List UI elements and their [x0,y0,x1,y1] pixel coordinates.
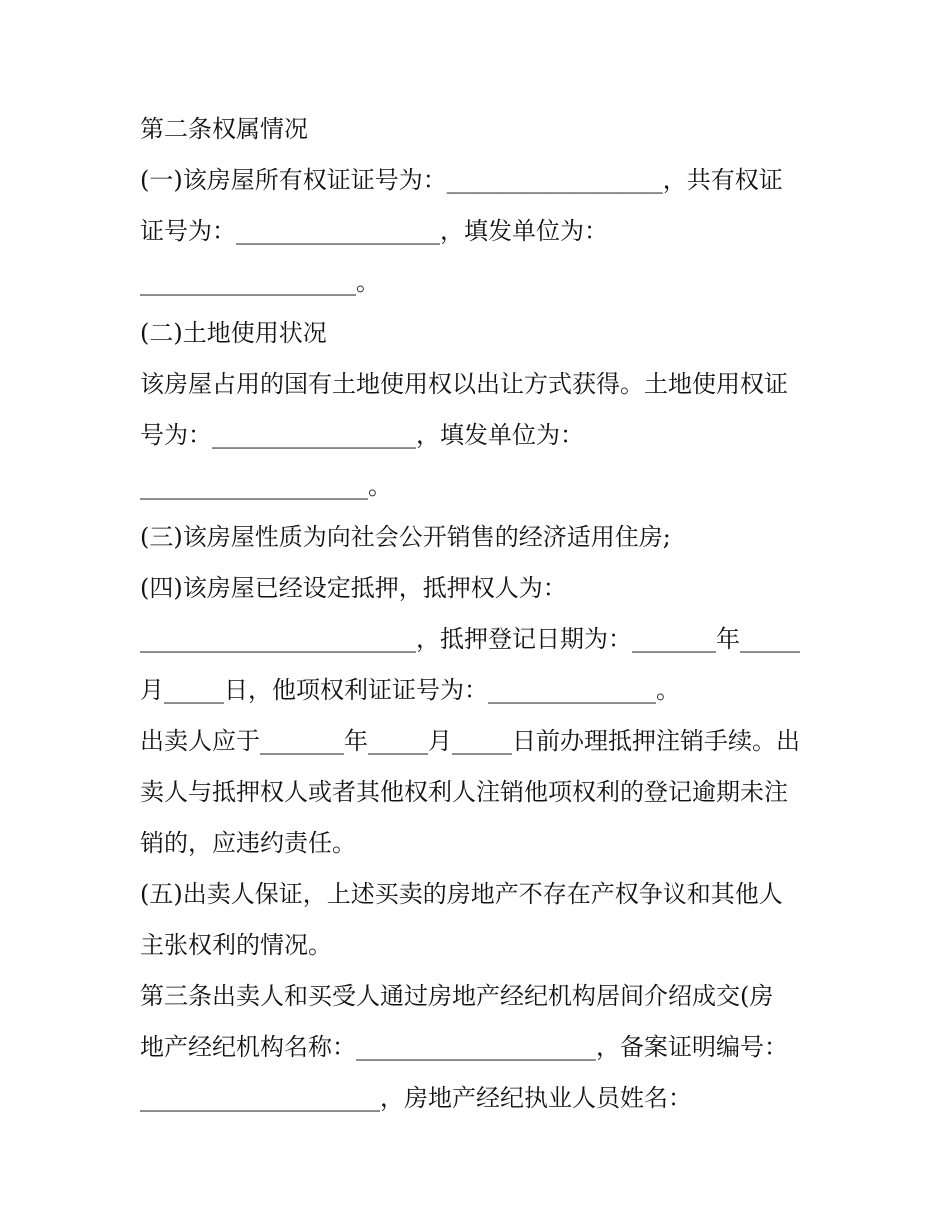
text-line: ___________________。 [140,472,392,500]
text-line: (四)该房屋已经设定抵押，抵押权人为： [140,574,567,602]
text-line: (一)该房屋所有权证证号为：__________________，共有权证 [140,166,783,194]
text-line: (五)出卖人保证，上述买卖的房地产不存在产权争议和其他人 [140,880,783,908]
heading-article-3: 第三条出卖人和买受人通过房地产经纪机构居间介绍成交(房 [140,982,774,1010]
text-line: ____________________，房地产经纪执业人员姓名： [140,1084,692,1112]
text-line: 出卖人应于_______年_____月_____日前办理抵押注销手续。出 [140,727,800,755]
subheading-land-use: (二)土地使用状况 [140,319,327,347]
text-line: 号为：_________________，填发单位为： [140,421,584,449]
text-line: __________________。 [140,268,380,296]
heading-article-2: 第二条权属情况 [140,115,308,143]
text-line: 地产经纪机构名称：____________________，备案证明编号： [140,1033,788,1061]
text-line: 月_____日，他项权利证证号为：______________。 [140,676,680,704]
text-line: (三)该房屋性质为向社会公开销售的经济适用住房; [140,523,671,551]
text-line: 主张权利的情况。 [140,931,332,959]
text-line: 销的，应违约责任。 [140,829,356,857]
text-line: 证号为：_________________，填发单位为： [140,217,608,245]
text-line: 卖人与抵押权人或者其他权利人注销他项权利的登记逾期未注 [140,778,788,806]
text-line: _______________________，抵押登记日期为：_______年_____ [140,625,800,653]
text-line: 该房屋占用的国有土地使用权以出让方式获得。土地使用权证 [140,370,788,398]
